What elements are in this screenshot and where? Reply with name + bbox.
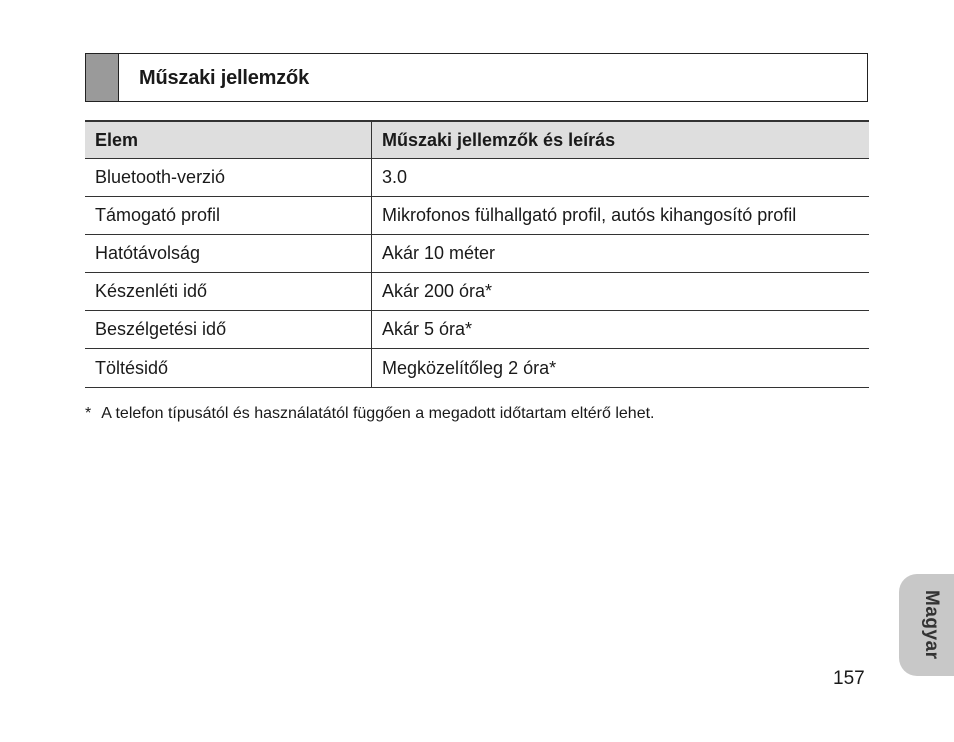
- column-header-item: Elem: [85, 121, 372, 159]
- language-label: Magyar: [921, 590, 942, 660]
- table-row: [85, 349, 869, 388]
- row-value-cell: 3.0: [372, 159, 870, 197]
- section-header: [85, 53, 868, 102]
- footnote-text: A telefon típusától és használatától függően a megadott időtartam eltérő lehet.: [101, 405, 655, 422]
- row-value-cell: Akár 10 méter: [372, 235, 870, 273]
- row-item-cell: Támogató profil: [85, 197, 372, 235]
- row-item-cell: Készenléti idő: [85, 273, 372, 311]
- footnote: [85, 405, 655, 423]
- row-value-cell: Megközelítőleg 2 óra*: [372, 349, 870, 388]
- specifications-table: [85, 120, 869, 388]
- row-item-cell: Beszélgetési idő: [85, 311, 372, 349]
- section-header-tab: [86, 54, 119, 101]
- table-row: [85, 159, 869, 197]
- row-value-cell: Mikrofonos fülhallgató profil, autós kihangosító profil: [372, 197, 870, 235]
- column-header-description: Műszaki jellemzők és leírás: [372, 121, 870, 159]
- table-header-row: [85, 121, 869, 159]
- table-row: [85, 197, 869, 235]
- row-item-cell: Bluetooth-verzió: [85, 159, 372, 197]
- row-item-cell: Töltésidő: [85, 349, 372, 388]
- row-item-cell: Hatótávolság: [85, 235, 372, 273]
- table-row: [85, 311, 869, 349]
- footnote-marker: *: [85, 405, 92, 422]
- row-value-cell: Akár 5 óra*: [372, 311, 870, 349]
- row-value-cell: Akár 200 óra*: [372, 273, 870, 311]
- table-row: [85, 235, 869, 273]
- section-title: Műszaki jellemzők: [139, 67, 309, 89]
- table-row: [85, 273, 869, 311]
- language-side-tab: [899, 574, 954, 676]
- page-number: 157: [833, 668, 865, 689]
